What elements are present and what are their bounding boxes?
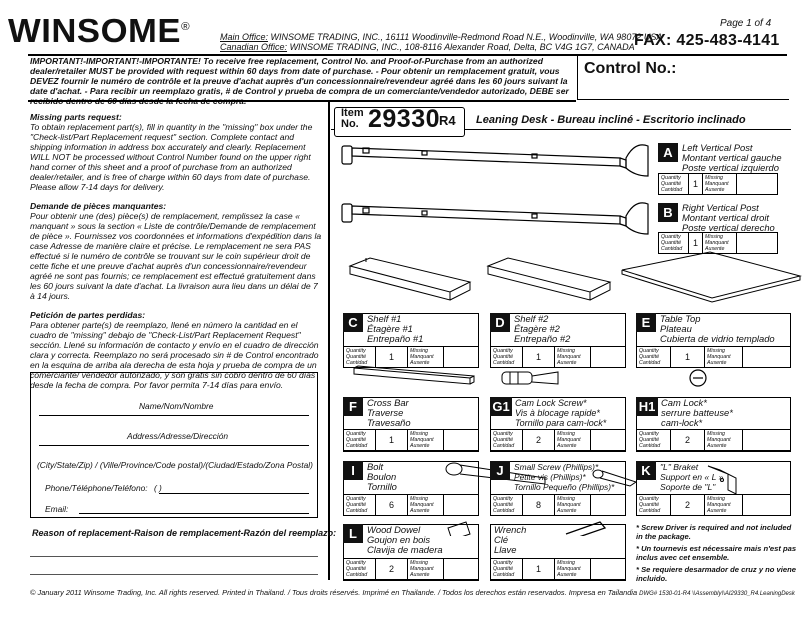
item-number: 29330 <box>368 105 441 133</box>
missing-input[interactable] <box>591 495 625 515</box>
left-post-drawing <box>342 145 648 176</box>
page-number: Page 1 of 4 <box>720 18 772 29</box>
reason-field[interactable] <box>30 556 318 557</box>
missing-input[interactable] <box>743 347 790 367</box>
qty-table: Quantity Quantité Cantidad 1 Missing Manquant Ausente <box>490 558 626 580</box>
shelf-1-drawing <box>350 258 470 300</box>
divider <box>28 100 576 102</box>
missing-input[interactable] <box>743 430 790 450</box>
part-name: Bolt Boulon Tornillo <box>367 461 397 492</box>
email-field[interactable] <box>79 513 309 514</box>
part-name: Right Vertical Post Montant vertical droit Poste vertical derecho <box>682 202 775 233</box>
phone-field[interactable] <box>159 493 309 494</box>
part-name: "L" Braket Support en « L » Soporte de "L" <box>660 462 724 492</box>
phone-label: Phone/Téléphone/Teléfono: ( ) <box>45 483 162 493</box>
fax-number: FAX: 425-483-4141 <box>634 32 780 49</box>
qty-table: Quantity Quantité Cantidad 1 Missing Manquant Ausente <box>658 173 778 195</box>
missing-input[interactable] <box>444 347 478 367</box>
shelf-2-drawing <box>488 258 610 300</box>
part-letter: J <box>490 461 510 480</box>
email-label: Email: <box>45 504 69 514</box>
address-form <box>30 372 318 518</box>
footer: © January 2011 Winsome Trading, Inc. All rights reserved. Printed in Thailand. / Tous droits réservés. Imprimé en Thailande. / Todos los derechos están reservados. Impresa en Tailandia DWG# 1530-01-R4 \\Assembly\\AI29330_R4.LeaningDesk <box>30 588 795 597</box>
part-letter: H1 <box>636 397 658 416</box>
instructions: Missing parts request: To obtain replacement part(s), fill in quantity in the "missing" box under the "Check-list/Part Replacement request" section. Complete contact and shipping information in address box accurately and clearly. Replacement WILL NOT be processed without Control Number found on the upper right hand corner of this sheet and a proof of purchase from an authorized dealer/retailer, and is free of charge within 60 days from date of purchase. Please allow 7-14 days for delivery. Demande de pièces manquantes: Pour obtenir une (des) pièce(s) de remplacement, remplissez la case « manquant » sous la section « Liste de contrôle/Demande de remplacement de pièce ». Fournissez vos coordonnées et informations d'expédition dans la case Adresse de manière claire et précise. Le remplacement ne sera PAS effectué si le numéro de contrôle se trouvant sur le coin supérieur droit de cette fiche et une preuve d'achat auprès d'un concessionnaire/revendeur agréé ne sont pas fournis; ce remplacement est effectué gratuitement dans les 60 jours suivant la date d'achat. La livraison aura lieu dans un délai de 7 à 14 jours. Petición de partes perdidas: Para obtener parte(s) de reemplazo, llené en número la cantidad en el cuadro de "missing" debajo de "Check-List/Part Replacement Request" sección. Llené su información de contacto y envío en el cuadro de dirección clara y correcta. Reemplazo no será procesado sin # de Control encontrado en la esquina de arriba ala derecha de esta hoja y prueba de compra de un comerciante/ vendedor autorizado, y son gratis sin cobro dentro de 60 días desde la fecha de compra. Por favor permita 7-14 días para envío. <box>30 112 322 390</box>
screwdriver-notes: * Screw Driver is required and not included in the package. * Un tournevis est nécessaire mais n'est pas inclus avec cet ensemble. * Se requiere desarmador de cruz y no viene incluido. <box>636 523 797 583</box>
qty-table: Quantity Quantité Cantidad 1 Missing Manquant Ausente <box>658 232 778 254</box>
item-label: Item No. <box>341 107 364 130</box>
missing-input[interactable] <box>743 495 790 515</box>
part-name: Table Top Plateau Cubierta de vidrio templado <box>660 313 775 344</box>
part-name: Shelf #2 Étagère #2 Entrepaño #2 <box>514 313 571 344</box>
cross-bar-drawing <box>354 366 474 384</box>
item-description: Leaning Desk - Bureau incliné - Escritorio inclinado <box>476 114 746 126</box>
missing-input[interactable] <box>737 233 777 253</box>
part-letter: G1 <box>490 397 512 416</box>
missing-input[interactable] <box>591 347 625 367</box>
qty-table: Quantity Quantité Cantidad 6 Missing Manquant Ausente <box>343 494 479 516</box>
winsome-logo: WINSOME® <box>8 12 191 49</box>
cam-lock-drawing <box>690 370 706 386</box>
reason-field[interactable] <box>30 574 318 575</box>
part-name: Wood Dowel Goujon en bois Clavija de madera <box>367 524 443 555</box>
control-number-label: Control No.: <box>584 60 677 77</box>
part-name: Left Vertical Post Montant vertical gauche Poste vertical izquierdo <box>682 142 782 173</box>
qty-table: Quantity Quantité Cantidad 1 Missing Manquant Ausente <box>343 346 479 368</box>
part-letter: I <box>343 461 363 480</box>
part-letter: A <box>658 143 678 162</box>
table-top-drawing <box>622 252 800 302</box>
name-field[interactable] <box>39 415 309 416</box>
part-name: Shelf #1 Étagère #1 Entrepaño #1 <box>367 313 424 344</box>
part-letter: B <box>658 203 678 222</box>
cam-lock-screw-drawing <box>502 372 558 384</box>
name-label: Name/Nom/Nombre <box>139 401 214 411</box>
missing-input[interactable] <box>737 174 777 194</box>
part-name: Wrench Clé Llave <box>494 524 527 555</box>
address-field[interactable] <box>39 445 309 446</box>
reason-label: Reason of replacement-Raison de remplacement-Razón del reemplazo: <box>32 528 337 538</box>
address-label: Address/Adresse/Dirección <box>127 431 229 441</box>
missing-input[interactable] <box>444 495 478 515</box>
part-letter: C <box>343 313 363 332</box>
office-addresses: Main Office: WINSOME TRADING, INC., 16111 Woodinville-Redmond Road N.E., Woodinville, WA 98072 USA Canadian Office: WINSOME TRADING, INC., 108-8116 Alexander Road, Delta, BC V4G 1G7, CANADA <box>220 32 663 52</box>
part-letter: F <box>343 397 363 416</box>
missing-input[interactable] <box>444 559 478 579</box>
qty-table: Quantity Quantité Cantidad 2 Missing Manquant Ausente <box>636 429 791 451</box>
part-letter: E <box>636 313 656 332</box>
right-post-drawing <box>342 203 648 234</box>
qty-table: Quantity Quantité Cantidad 2 Missing Manquant Ausente <box>490 429 626 451</box>
missing-input[interactable] <box>444 430 478 450</box>
qty-table: Quantity Quantité Cantidad 1 Missing Manquant Ausente <box>636 346 791 368</box>
part-name: Small Screw (Phillips)* Petite vis (Phillips)* Tornillo Pequeño (Phillips)* <box>514 462 615 492</box>
part-name: Cross Bar Traverse Travesaño <box>367 397 411 428</box>
item-revision: R4 <box>439 113 456 128</box>
part-letter: K <box>636 461 656 480</box>
qty-table: Quantity Quantité Cantidad 1 Missing Manquant Ausente <box>343 429 479 451</box>
qty-table: Quantity Quantité Cantidad 1 Missing Manquant Ausente <box>490 346 626 368</box>
missing-input[interactable] <box>591 559 625 579</box>
part-letter: D <box>490 313 510 332</box>
city-label: (City/State/Zip) / (Ville/Province/Code postal)/(Ciudad/Estado/Zona Postal) <box>37 460 313 470</box>
missing-input[interactable] <box>591 430 625 450</box>
part-name: Cam Lock* serrure batteuse* cam-lock* <box>661 397 733 428</box>
qty-table: Quantity Quantité Cantidad 2 Missing Manquant Ausente <box>636 494 791 516</box>
qty-table: Quantity Quantité Cantidad 2 Missing Manquant Ausente <box>343 558 479 580</box>
important-notice: IMPORTANT!-IMPORTANT!-IMPORTANTE! To receive free replacement, Control No. and Proof-of-Purchase from an authorized dealer/retailer MUST be provided with request within 60 days from date of purchase. - Pour obtenir un remplacement gratuit, vous DEVEZ fournir le numéro de contrôle et la preuve d'achat auprès d'un concessionnaire/revendeur agréé dans les 60 jours suivant la date d'achat. - Para recibir un reemplazo gratis, # de Control y prueba de compra de un comerciante/vendedor autorizado, DEBE ser <box>30 56 569 96</box>
part-name: Cam Lock Screw* Vis à blocage rapide* Tornillo para cam-lock* <box>515 398 607 428</box>
qty-table: Quantity Quantité Cantidad 8 Missing Manquant Ausente <box>490 494 626 516</box>
part-letter: L <box>343 524 363 543</box>
